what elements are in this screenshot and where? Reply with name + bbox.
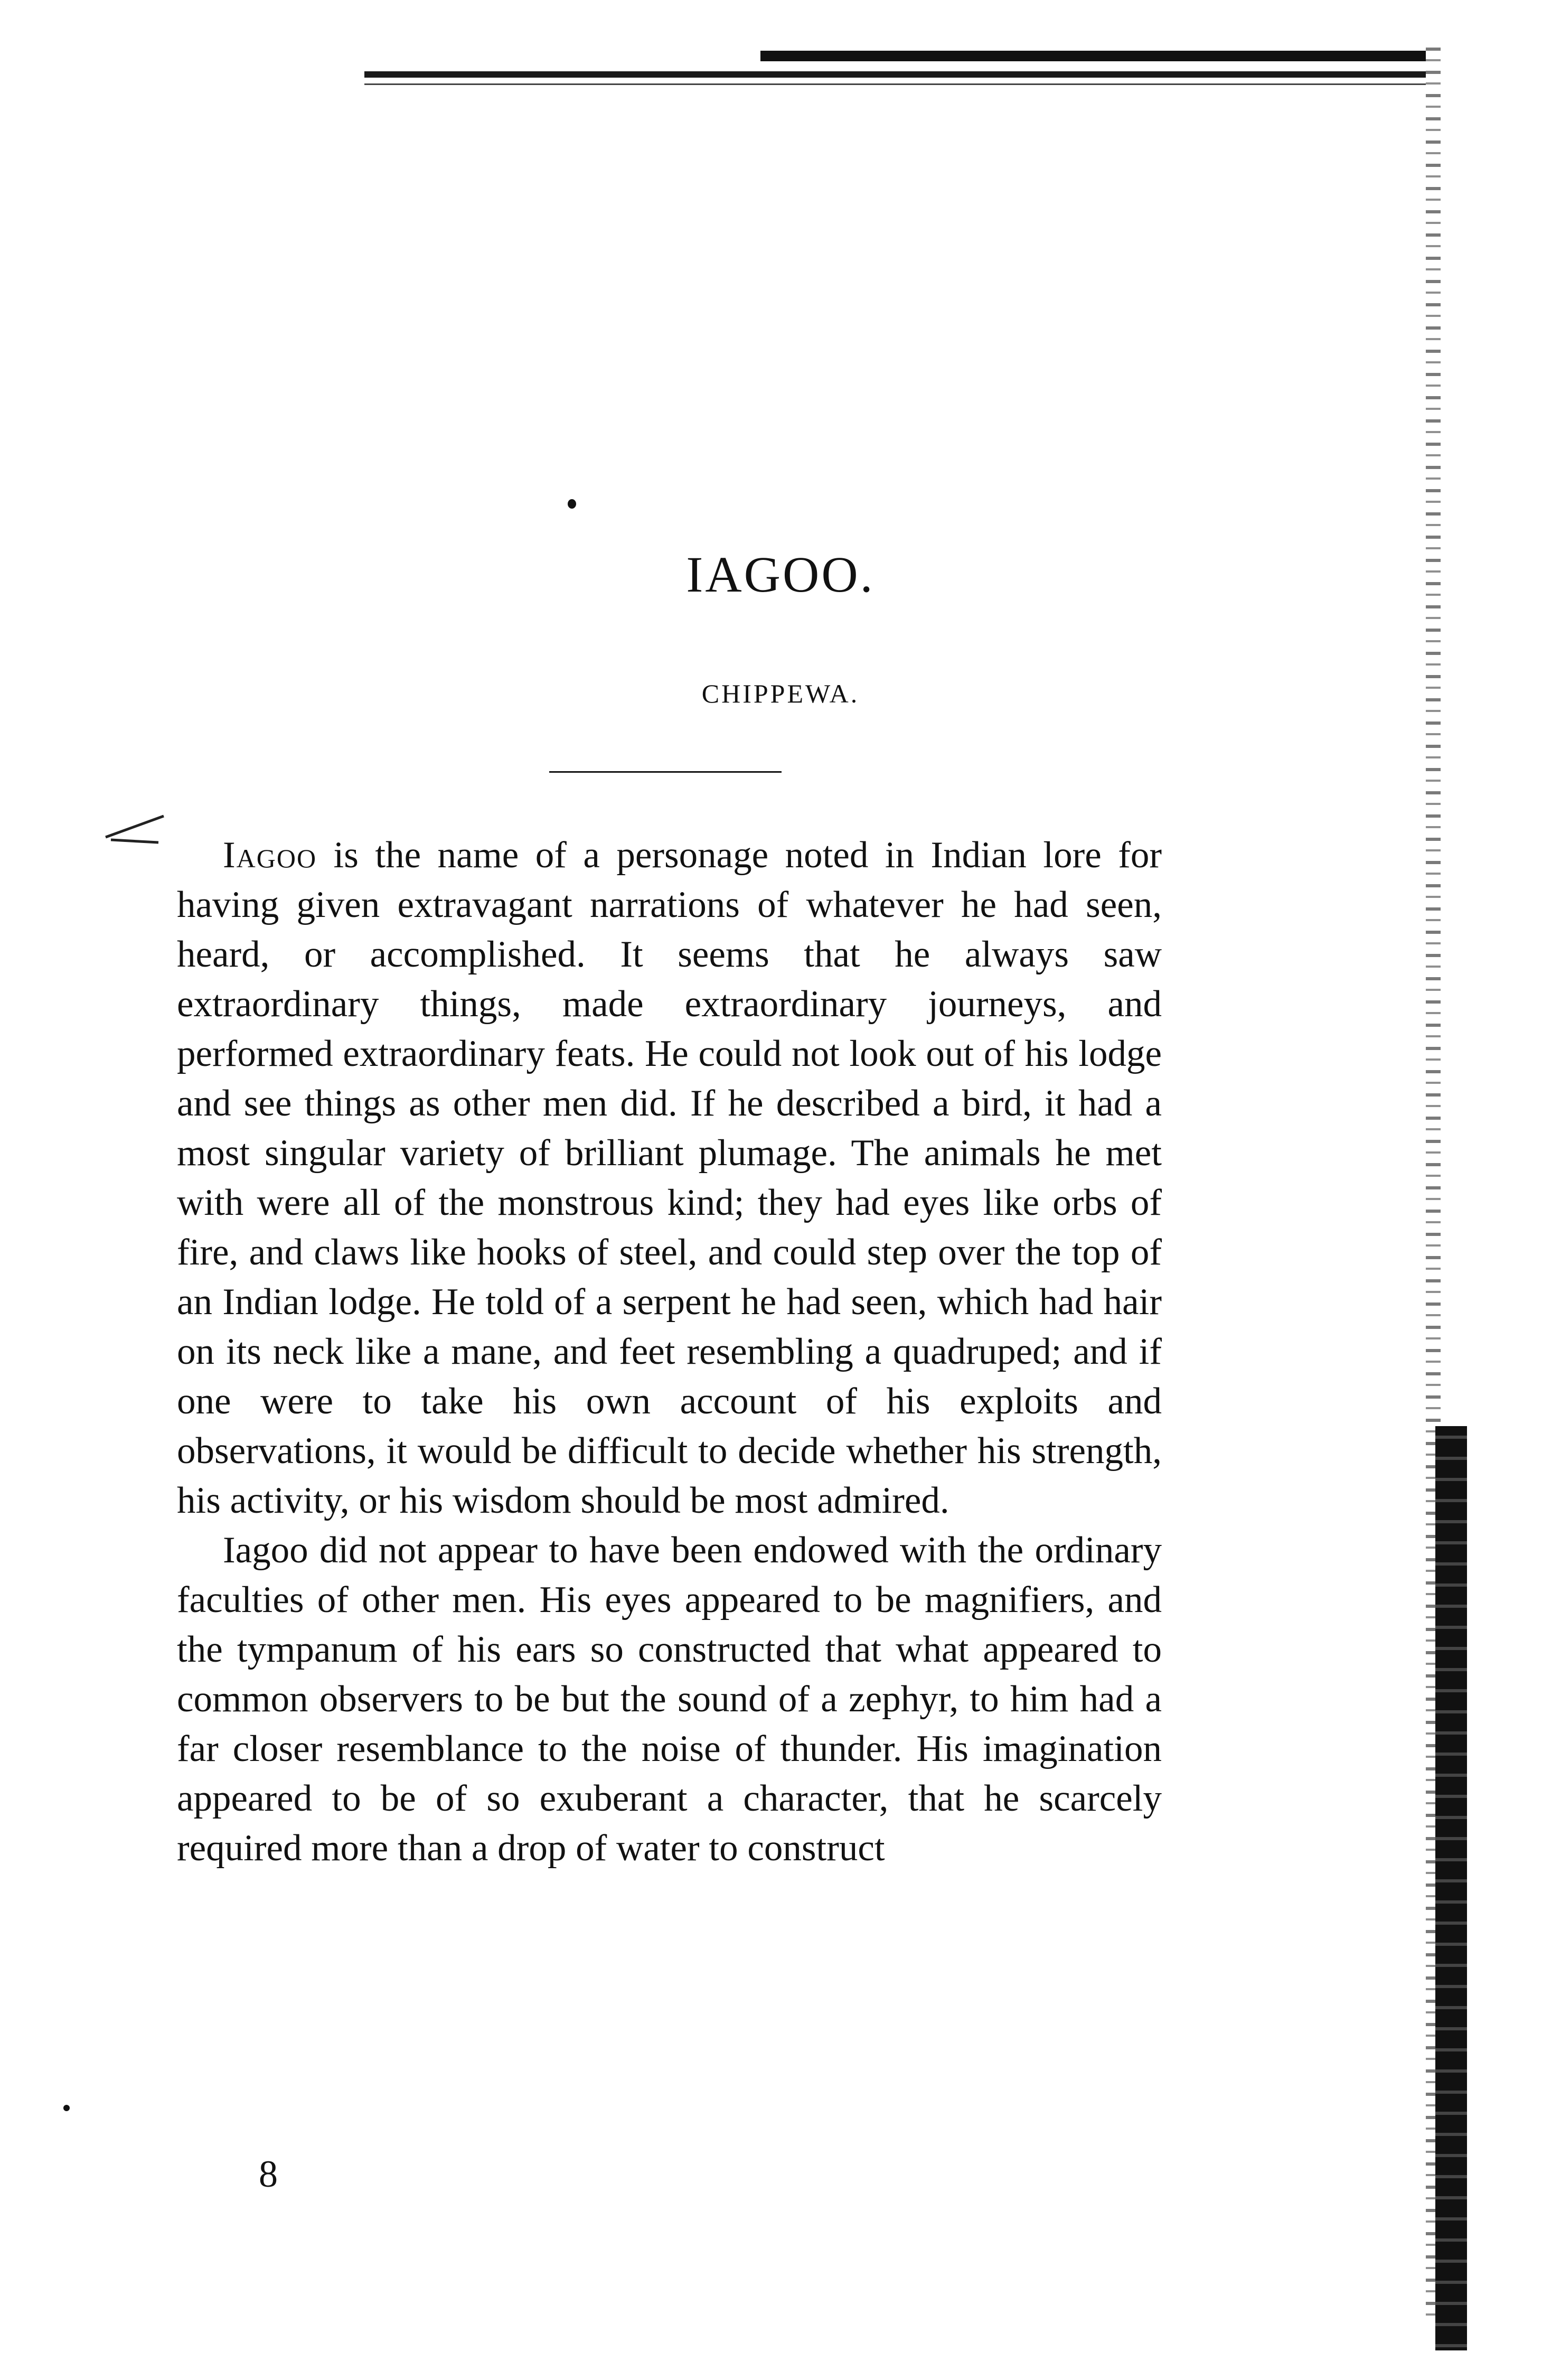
paragraph — [177, 1525, 1162, 1873]
scan-top-rule-thin — [364, 83, 1426, 85]
paragraph-lead: Iagoo — [223, 835, 317, 876]
scan-binding-shadow — [1435, 1426, 1467, 2350]
paragraph — [177, 830, 1162, 1525]
pencil-mark-icon — [100, 811, 174, 848]
scan-top-rule-heavy — [760, 51, 1426, 61]
paragraph-text: is the name of a personage noted in Indian lore for having given extravagant narrations of whatever he had seen, heard, or accomplished. It seems that he always saw extraordinary things, made extraordinary journeys, and performed extraordinary feats. He could not look out of his lodge and see things as other men did. If he described a bird, it had a most singular variety of brilliant plumage. The animals he met with were all of the monstrous kind; they had eyes like orbs of fire, and claws like hooks of steel, and could step over the top of an Indian lodge. He told of a serpent he had seen, which had hair on its neck like a mane, and feet resembling a quadruped; and if one were to take his own account of his exploits and observations, it would be difficult to decide whether his strength, his activity, or his wisdom should be most admired. — [177, 835, 1162, 1521]
ink-speck — [63, 2105, 70, 2111]
title-divider — [549, 771, 782, 773]
body-text — [177, 830, 1162, 1873]
page-number: 8 — [259, 2153, 278, 2195]
chapter-subtitle: CHIPPEWA. — [701, 679, 860, 708]
paragraph-text: Iagoo did not appear to have been endowed with the ordinary faculties of other men. His eyes appeared to be magnifiers, and the tympanum of his ears so constructed that what appeared to common observers to be but the sound of a zephyr, to him had a far closer resemblance to the noise of thunder. His imagination appeared to be of so exuberant a character, that he scarcely required more than a drop of water to construct — [177, 1530, 1162, 1869]
ink-speck — [568, 499, 576, 509]
chapter-title: IAGOO. — [686, 546, 875, 603]
scan-top-rule — [364, 71, 1426, 78]
